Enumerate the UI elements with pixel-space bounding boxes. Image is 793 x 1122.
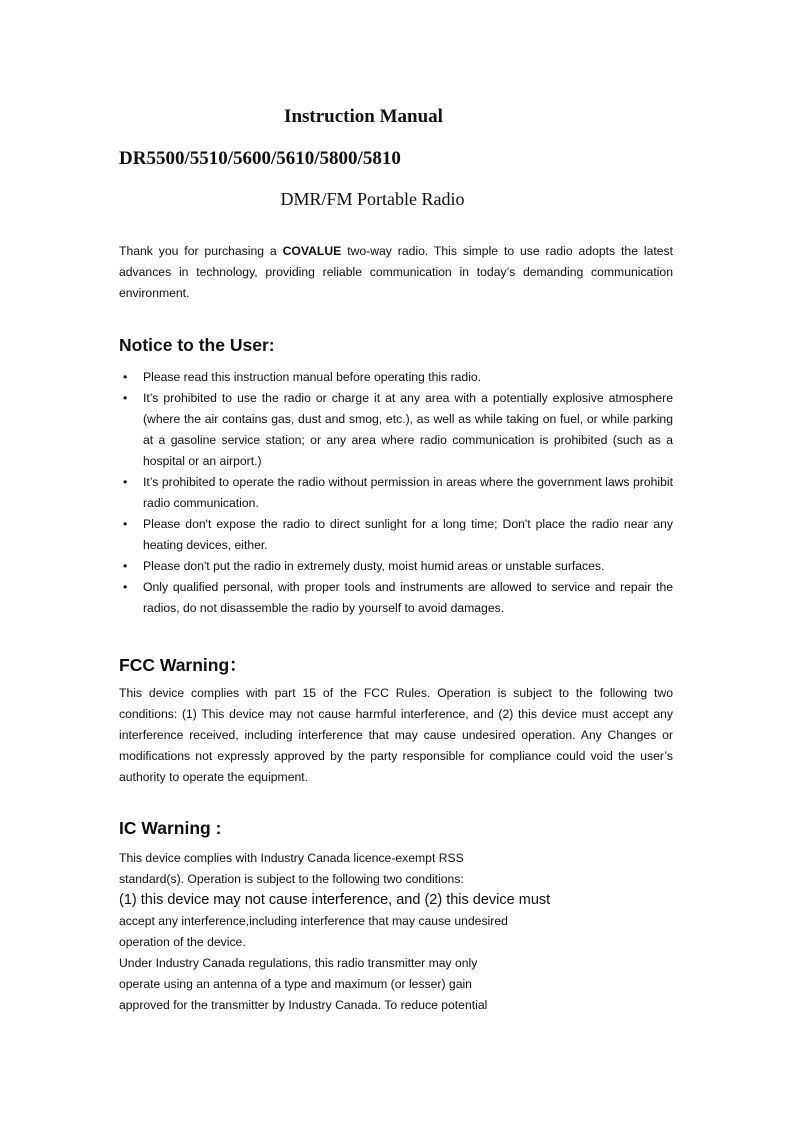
notice-item (119, 388, 673, 472)
notice-item-text: Please read this instruction manual before operating this radio. (143, 370, 482, 384)
notice-list (119, 367, 673, 619)
bullet-icon: • (123, 370, 128, 384)
notice-item (119, 514, 673, 556)
notice-item-text: Please don't put the radio in extremely dusty, moist humid areas or unstable surfaces. (143, 559, 605, 573)
ic-line: operation of the device. (119, 935, 246, 949)
bullet-icon: • (123, 517, 128, 531)
ic-line: This device complies with Industry Canada licence-exempt RSS (119, 851, 464, 865)
brand-name: COVALUE (282, 244, 342, 258)
bullet-icon: • (123, 580, 128, 594)
ic-heading: IC Warning : (119, 818, 222, 838)
document-subtitle: DMR/FM Portable Radio (280, 189, 465, 209)
notice-item-text: It’s prohibited to use the radio or charge it at any area with a potentially explosive atmosphere (where the air contains gas, dust and smog, etc.), as well as while taking on fuel, or while parking at a gasoline service station; or any area where radio communication is prohibited (such as a hospital or an airport.) (143, 391, 673, 468)
bullet-icon: • (123, 559, 128, 573)
notice-item (119, 556, 673, 577)
notice-item (119, 367, 673, 388)
model-numbers: DR5500/5510/5600/5610/5800/5810 (119, 148, 401, 169)
ic-line: approved for the transmitter by Industry Canada. To reduce potential (119, 998, 488, 1012)
ic-line: operate using an antenna of a type and maximum (or lesser) gain (119, 977, 472, 991)
ic-paragraph (119, 848, 579, 1016)
bullet-icon: • (123, 475, 128, 489)
ic-line: Under Industry Canada regulations, this radio transmitter may only (119, 956, 478, 970)
document-title: Instruction Manual (284, 106, 443, 127)
notice-item (119, 577, 673, 619)
intro-text-start: Thank you for purchasing a (119, 244, 283, 258)
ic-line: (1) this device may not cause interference, and (2) this device must (119, 892, 551, 908)
notice-item (119, 472, 673, 514)
intro-paragraph (119, 241, 673, 304)
notice-heading: Notice to the User: (119, 335, 275, 355)
ic-line: accept any interference,including interference that may cause undesired (119, 914, 508, 928)
notice-item-text: Only qualified personal, with proper tools and instruments are allowed to service and repair the radios, do not disassemble the radio by yourself to avoid damages. (143, 580, 673, 615)
bullet-icon: • (123, 391, 128, 405)
notice-item-text: It’s prohibited to operate the radio without permission in areas where the government laws prohibit radio communication. (143, 475, 673, 510)
fcc-paragraph: This device complies with part 15 of the FCC Rules. Operation is subject to the following two conditions: (1) This device may not cause harmful interference, and (2) this device must accept any interference received, including interference that may cause undesired operation. Any Changes or modifications not expressly approved by the party responsible for compliance could void the user’s authority to operate the equipment. (119, 686, 673, 784)
ic-line: standard(s). Operation is subject to the following two conditions: (119, 872, 464, 886)
intro-text-end: two-way radio. This simple to use radio adopts the latest advances in technology, providing reliable communication in today’s demanding communication environment. (119, 244, 673, 300)
notice-item-text: Please don't expose the radio to direct sunlight for a long time; Don't place the radio near any heating devices, either. (143, 517, 673, 552)
fcc-heading: FCC Warning： (119, 655, 247, 675)
